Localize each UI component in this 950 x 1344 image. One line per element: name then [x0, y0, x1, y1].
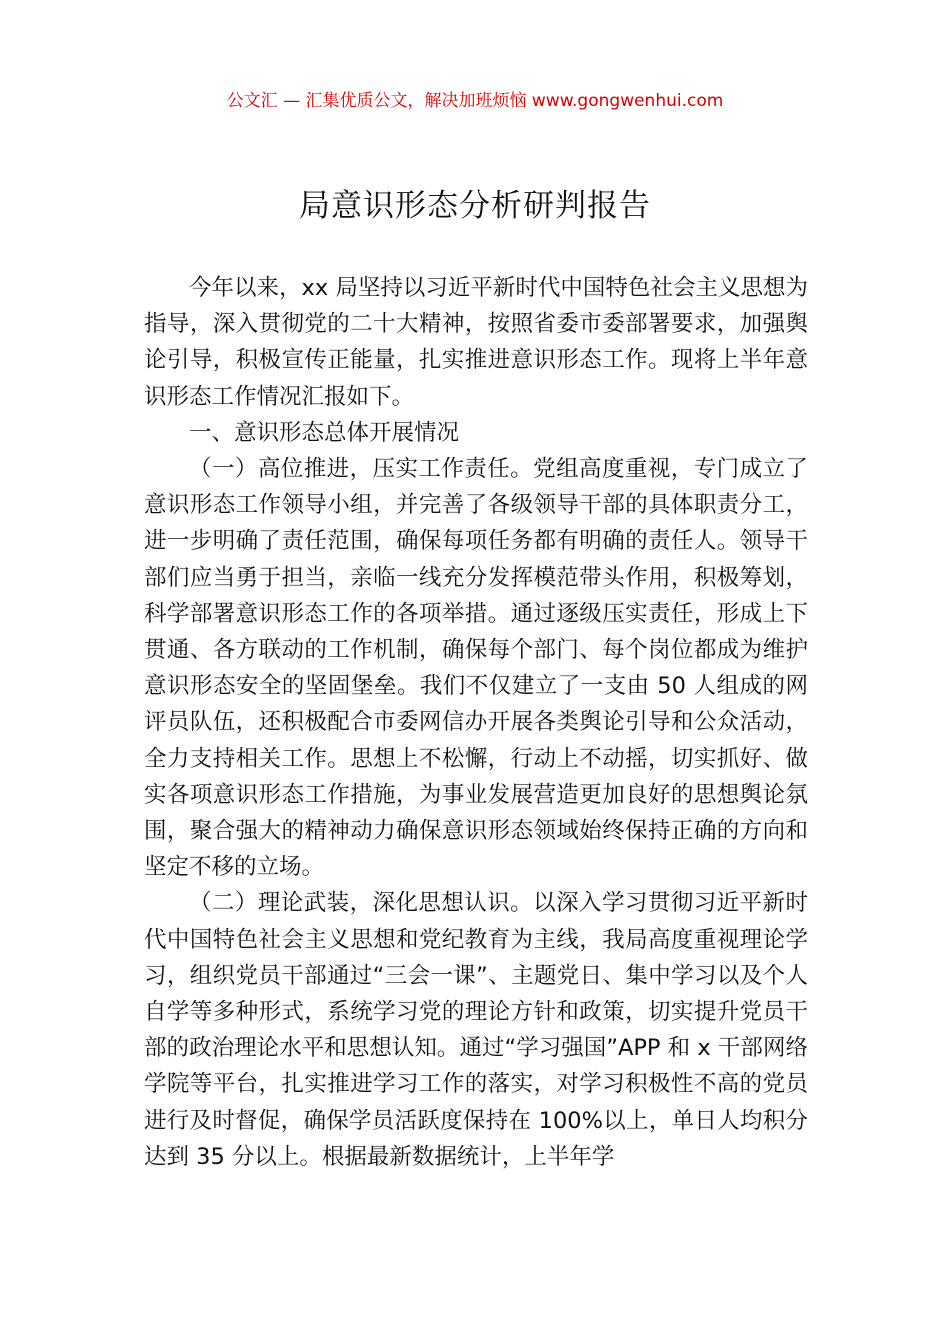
document-title: 局意识形态分析研判报告: [299, 188, 651, 224]
subsection-paragraph-2: （二）理论武装，深化思想认识。以深入学习贯彻习近平新时代中国特色社会主义思想和党纪教育为主线，我局高度重视理论学习，组织党员干部通过“三会一课”、主题党日、集中学习以及个人自学等多种形式，系统学习党的理论方针和政策，切实提升党员干部的政治理论水平和思想认知。通过“学习强国”APP 和 x 干部网络学院等平台，扎实推进学习工作的落实，对学习积极性不高的党员进行及时督促，确保学员活跃度保持在 100%以上，单日人均积分达到 35 分以上。根据最新数据统计，上半年学: [144, 890, 808, 1170]
document-body: [144, 270, 808, 1175]
subsection-paragraph-1: （一）高位推进，压实工作责任。党组高度重视，专门成立了意识形态工作领导小组，并完善了各级领导干部的具体职责分工，进一步明确了责任范围，确保每项任务都有明确的责任人。领导干部们应当勇于担当，亲临一线充分发挥模范带头作用，积极筹划，科学部署意识形态工作的各项举措。通过逐级压实责任，形成上下贯通、各方联动的工作机制，确保每个部门、每个岗位都成为维护意识形态安全的坚固堡垒。我们不仅建立了一支由 50 人组成的网评员队伍，还积极配合市委网信办开展各类舆论引导和公众活动，全力支持相关工作。思想上不松懈，行动上不动摇，切实抓好、做实各项意识形态工作措施，为事业发展营造更加良好的思想舆论氛围，聚合强大的精神动力确保意识形态领域始终保持正确的方向和坚定不移的立场。: [144, 456, 808, 881]
intro-paragraph: 今年以来，xx 局坚持以习近平新时代中国特色社会主义思想为指导，深入贯彻党的二十大精神，按照省委市委部署要求，加强舆论引导，积极宣传正能量，扎实推进意识形态工作。现将上半年意识形态工作情况汇报如下。: [144, 275, 808, 410]
site-banner: 公文汇 — 汇集优质公文，解决加班烦恼 www.gongwenhui.com: [226, 91, 724, 111]
section-heading: 一、意识形态总体开展情况: [189, 419, 460, 446]
